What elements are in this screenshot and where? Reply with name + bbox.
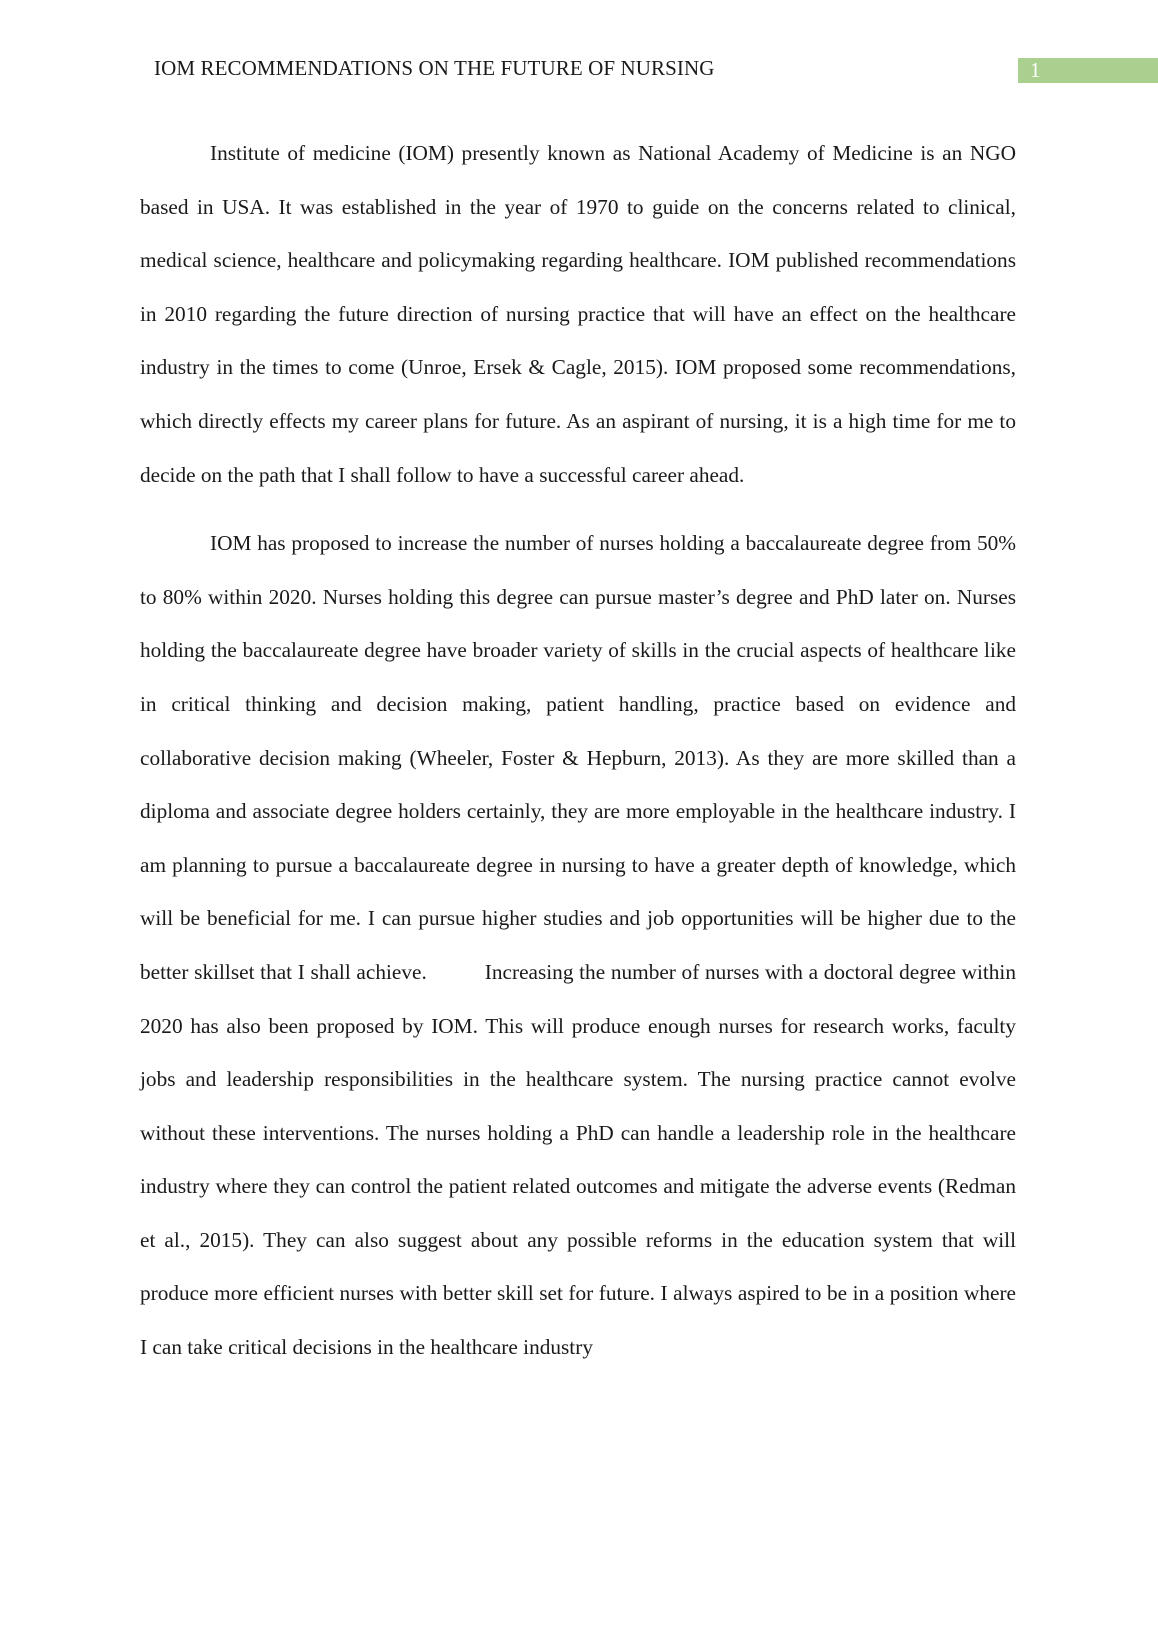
page-number-box xyxy=(1018,58,1158,83)
paragraph-2-part-1: IOM has proposed to increase the number of nurses holding a baccalaureate degree from 50% to 80% within 2020. Nurses holding this degree can pursue master’s degree and PhD later on. Nurses holding the baccalaureate degree have broader variety of skills in the crucial aspects of healthcare like in critical thinking and decision making, patient handling, practice based on evidence and collaborative decision making (Wheeler, Foster & Hepburn, 2013). As they are more skilled than a diploma and associate degree holders certainly, they are more employable in the healthcare industry. I am planning to pursue a baccalaureate degree in nursing to have a greater depth of knowledge, which will be beneficial for me. I can pursue higher studies and job opportunities will be higher due to the better skillset that I shall achieve. xyxy=(140,531,1016,984)
page-number: 1 xyxy=(1030,58,1041,82)
document-body xyxy=(140,127,1016,1375)
running-header-title: IOM RECOMMENDATIONS ON THE FUTURE OF NURSING xyxy=(154,56,715,80)
paragraph-2 xyxy=(140,517,1016,1375)
paragraph-1: Institute of medicine (IOM) presently known as National Academy of Medicine is an NGO based in USA. It was established in the year of 1970 to guide on the concerns related to clinical, medical science, healthcare and policymaking regarding healthcare. IOM published recommendations in 2010 regarding the future direction of nursing practice that will have an effect on the healthcare industry in the times to come (Unroe, Ersek & Cagle, 2015). IOM proposed some recommendations, which directly effects my career plans for future. As an aspirant of nursing, it is a high time for me to decide on the path that I shall follow to have a successful career ahead. xyxy=(140,141,1016,487)
paragraph-2-part-2: Increasing the number of nurses with a doctoral degree within 2020 has also been proposed by IOM. This will produce enough nurses for research works, faculty jobs and leadership responsibilities in the healthcare system. The nursing practice cannot evolve without these interventions. The nurses holding a PhD can handle a leadership role in the healthcare industry where they can control the patient related outcomes and mitigate the adverse events (Redman et al., 2015). They can also suggest about any possible reforms in the education system that will produce more efficient nurses with better skill set for future. I always aspired to be in a position where I can take critical decisions in the healthcare industry xyxy=(140,959,1017,1360)
